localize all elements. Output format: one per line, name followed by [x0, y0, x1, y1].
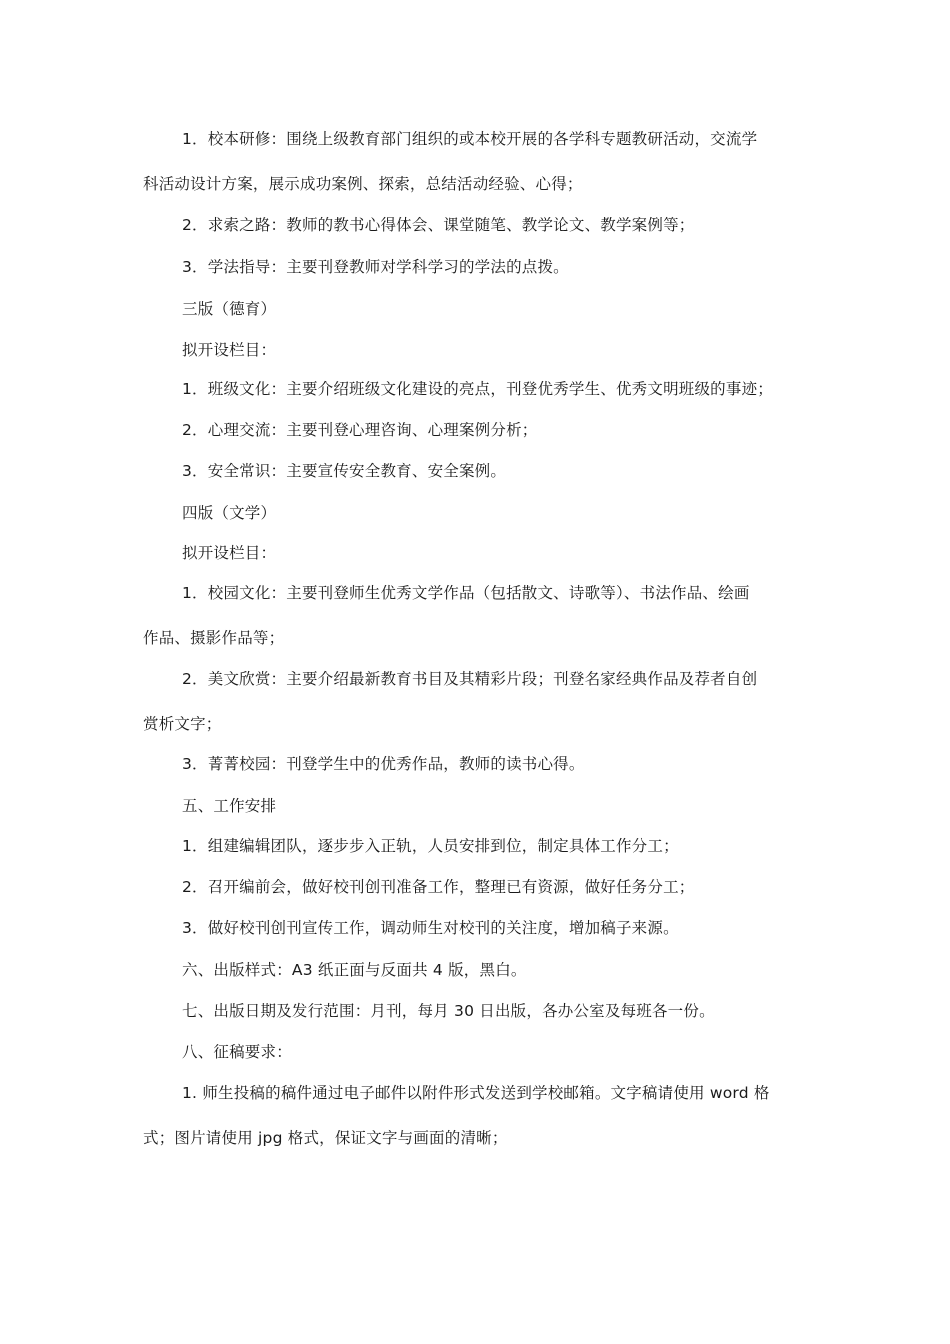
- section-publish-format: 六、出版样式：A3 纸正面与反面共 4 版，黑白。: [182, 961, 527, 979]
- item-campus-culture-cont: 作品、摄影作品等；: [143, 629, 285, 647]
- item-pre-meeting: 2．召开编前会，做好校刊创刊准备工作，整理已有资源，做好任务分工；: [182, 878, 695, 896]
- section-heading-work-plan: 五、工作安排: [182, 797, 277, 815]
- item-class-culture: 1．班级文化：主要介绍班级文化建设的亮点，刊登优秀学生、优秀文明班级的事迹；: [182, 380, 773, 398]
- item-school-research-cont: 科活动设计方案，展示成功案例、探索，总结活动经验、心得；: [143, 175, 583, 193]
- item-build-team: 1．组建编辑团队，逐步步入正轨，人员安排到位，制定具体工作分工；: [182, 837, 679, 855]
- item-school-research: 1．校本研修：围绕上级教育部门组织的或本校开展的各学科专题教研活动，交流学: [182, 130, 758, 148]
- item-campus-culture: 1．校园文化：主要刊登师生优秀文学作品（包括散文、诗歌等）、书法作品、绘画: [182, 584, 750, 602]
- item-safety-knowledge: 3．安全常识：主要宣传安全教育、安全案例。: [182, 462, 507, 480]
- item-submission-email: 1. 师生投稿的稿件通过电子邮件以附件形式发送到学校邮箱。文字稿请使用 word 格: [182, 1084, 770, 1102]
- section-publish-date: 七、出版日期及发行范围：月刊，每月 30 日出版，各办公室及每班各一份。: [182, 1002, 715, 1020]
- section-heading-edition3: 三版（德育）: [182, 300, 277, 318]
- item-study-guide: 3．学法指导：主要刊登教师对学科学习的学法的点拨。: [182, 258, 569, 276]
- item-promotion: 3．做好校刊创刊宣传工作，调动师生对校刊的关注度，增加稿子来源。: [182, 919, 679, 937]
- column-intro-edition4: 拟开设栏目：: [182, 544, 277, 562]
- column-intro-edition3: 拟开设栏目：: [182, 341, 277, 359]
- item-essay-appreciation-cont: 赏析文字；: [143, 715, 222, 733]
- section-heading-edition4: 四版（文学）: [182, 504, 277, 522]
- section-heading-submission: 八、征稿要求：: [182, 1043, 292, 1061]
- item-jingjing-campus: 3．菁菁校园：刊登学生中的优秀作品，教师的读书心得。: [182, 755, 585, 773]
- item-mental-exchange: 2．心理交流：主要刊登心理咨询、心理案例分析；: [182, 421, 538, 439]
- item-quest-road: 2．求索之路：教师的教书心得体会、课堂随笔、教学论文、教学案例等；: [182, 216, 695, 234]
- item-submission-email-cont: 式；图片请使用 jpg 格式，保证文字与画面的清晰；: [143, 1129, 508, 1147]
- item-essay-appreciation: 2．美文欣赏：主要介绍最新教育书目及其精彩片段；刊登名家经典作品及荐者自创: [182, 670, 758, 688]
